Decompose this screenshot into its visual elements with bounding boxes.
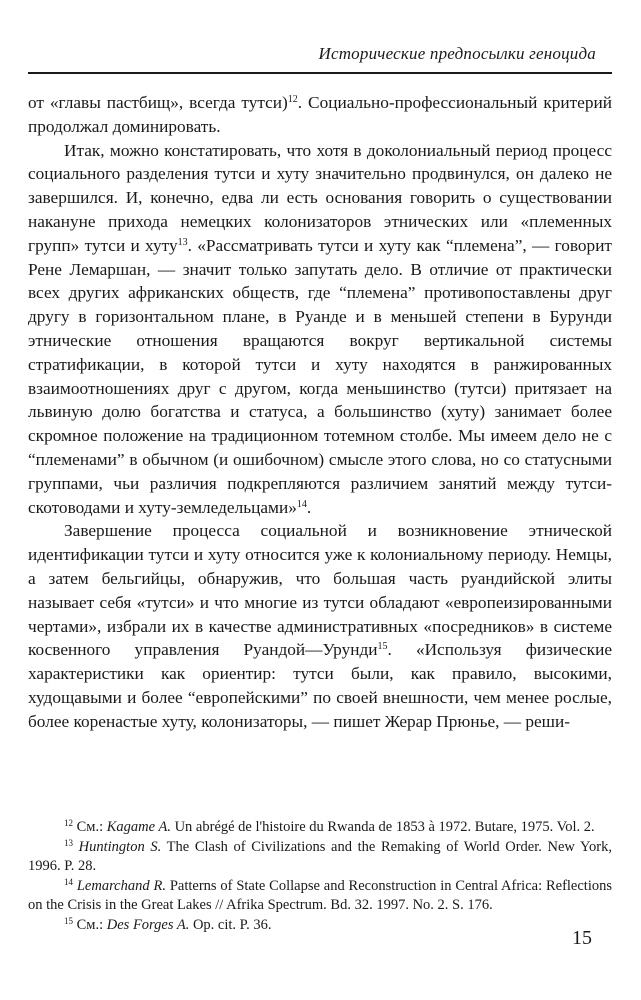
footnote-author: Des Forges A. — [106, 916, 190, 933]
footnote-ref-12[interactable]: 12 — [287, 94, 298, 105]
footnote-number: 12 — [64, 818, 73, 828]
paragraph-2 — [28, 139, 612, 520]
running-head: Исторические предпосылки геноцида — [318, 44, 596, 63]
footnote-number: 14 — [64, 876, 73, 887]
header-rule — [28, 72, 612, 74]
paragraph-1-text: от «главы пастбищ», всегда тутси) — [28, 93, 288, 112]
footnote-number: 15 — [64, 915, 73, 926]
book-page — [28, 0, 612, 1000]
footnote-ref-15[interactable]: 15 — [377, 641, 388, 653]
main-text — [28, 91, 612, 734]
paragraph-3 — [28, 519, 612, 733]
footnote-number: 13 — [64, 837, 73, 848]
footnote-prefix: См.: — [76, 819, 107, 835]
paragraph-1 — [28, 91, 612, 139]
paragraph-1-tail: . Социально-профессиональный критерий продолжал доминировать. — [28, 93, 612, 136]
paragraph-2-quote: . «Рассматривать тутси и хуту как “племена”, — говорит Рене Лемаршан, — значит только запутать дело. В отличие от практически всех других африканских обществ, где “племена” противопоставлены друг другу в горизонтальном плане, в Руанде и в меньшей степени в Бурунди этнические отношения вращаются вокруг вертикальной системы стратификации, в которой тутси и хуту находятся в ранжированных взаимоотношениях друг с другом, когда меньшинство (тутси) притязает на львиную долю богатства и статуса, а большинство (хуту) занимает более скромное положение на традиционном тотемном столбе. Мы имеем дело не с “племенами” в обычном (и ошибочном) смысле этого слова, но со статусными группами, чьи различия подкрепляются различием занятий между тутси-скотоводами и хуту-земледельцами» — [28, 235, 612, 517]
footnote-prefix: См.: — [76, 916, 107, 933]
footnote-13 — [28, 838, 612, 877]
footnote-12 — [28, 818, 612, 838]
page-number: 15 — [572, 927, 592, 949]
footnote-14 — [28, 877, 612, 916]
footnote-text: The Clash of Civilizations and the Remaking of World Order. New York, 1996. P. 28. — [28, 838, 612, 875]
paragraph-2-end: . — [306, 497, 312, 517]
footnote-author: Lemarchand R. — [76, 877, 166, 894]
footnote-text: Un abrégé de l'histoire du Rwanda de 1853 à 1972. Butare, 1975. Vol. 2. — [170, 819, 595, 835]
footnote-author: Huntington S. — [78, 838, 162, 855]
paragraph-2-text: Итак, можно констатировать, что хотя в доколониальный период процесс социального разделения тутси и хуту значительно продвинулся, он далеко не завершился. И, конечно, едва ли есть основания говорить о существовании накануне прихода немецких колонизаторов этнических или «племенных групп» тутси и хуту — [28, 140, 612, 255]
footnote-text: Patterns of State Collapse and Reconstruction in Central Africa: Reflections on the Crisis in the Great Lakes // Afrika Spectrum. Bd. 32. 1997. No. 2. S. 176. — [28, 877, 612, 914]
footnotes — [28, 818, 612, 936]
footnote-author: Kagame A. — [106, 819, 171, 835]
paragraph-3-tail: . «Используя физические характеристики как ориентир: тутси были, как правило, высокими, худощавыми и более “европейскими” по своей внешности, чем менее рослые, более коренастые хуту, колонизаторы, — пишет Жерар Прюнье, — реши- — [28, 640, 612, 731]
footnote-ref-14[interactable]: 14 — [296, 498, 307, 510]
footnote-ref-13[interactable]: 13 — [177, 236, 188, 248]
footnote-text: Op. cit. P. 36. — [189, 916, 272, 933]
paragraph-3-text: Завершение процесса социальной и возникновение этнической идентификации тутси и хуту относится уже к колониальному периоду. Немцы, а затем бельгийцы, обнаружив, что большая часть руандийской элиты называет себя «тутси» и что многие из тутси обладают «европеизированными чертами», избрали их в качестве административных «посредников» в системе косвенного управления Руандой—Урунди — [28, 521, 612, 660]
footnote-15 — [28, 916, 612, 936]
